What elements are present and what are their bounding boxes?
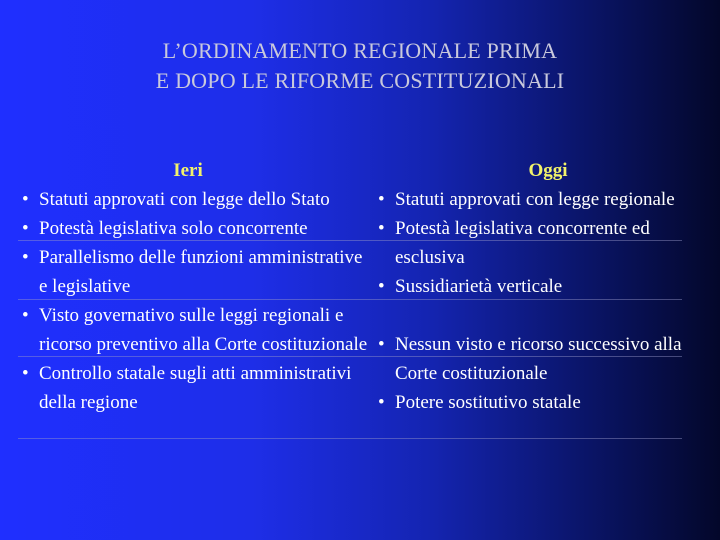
list-item-text: Statuti approvati con legge regionale [395,189,675,210]
bullet-icon: • [378,392,385,413]
column-oggi [378,156,708,417]
list-item-text: Potere sostitutivo statale [395,392,581,413]
column-ieri [22,156,372,417]
list-item-text: Controllo statale sugli atti amministrativi della regione [39,363,352,413]
bullet-icon: • [22,218,29,239]
list-item [22,359,372,417]
bullet-icon: • [22,363,29,384]
list-item [378,185,708,214]
bullet-icon: • [378,218,385,239]
list-item [22,214,372,243]
list-item-text: Potestà legislativa solo concorrente [39,218,308,239]
list-item-text: Sussidiarietà verticale [395,276,563,297]
list-item-text: Visto governativo sulle leggi regionali e ricorso preventivo alla Corte costituzionale [39,305,368,355]
bullet-icon: • [378,276,385,297]
bullet-icon: • [22,247,29,268]
bullet-icon: • [22,189,29,210]
slide-title-line-2: E DOPO LE RIFORME COSTITUZIONALI [155,68,565,93]
column-heading-ieri: Ieri [173,160,203,181]
row-divider [18,438,682,439]
slide-title [0,36,720,96]
list-item [378,272,708,301]
bullet-icon: • [378,189,385,210]
list-item-text: Nessun visto e ricorso successivo alla Corte costituzionale [395,334,682,384]
list-item-text: Statuti approvati con legge dello Stato [39,189,330,210]
list-item-text: Parallelismo delle funzioni amministrative e legislative [39,247,363,297]
list-item [22,243,372,301]
slide-title-line-1: L’ORDINAMENTO REGIONALE PRIMA [162,38,558,63]
list-item [378,214,708,272]
bullet-icon: • [22,305,29,326]
list-item [22,301,372,359]
column-heading-oggi: Oggi [528,160,568,181]
bullet-icon: • [378,334,385,355]
list-item-text: Potestà legislativa concorrente ed esclusiva [395,218,650,268]
list-item [22,185,372,214]
list-item [378,330,708,388]
list-item [378,388,708,417]
